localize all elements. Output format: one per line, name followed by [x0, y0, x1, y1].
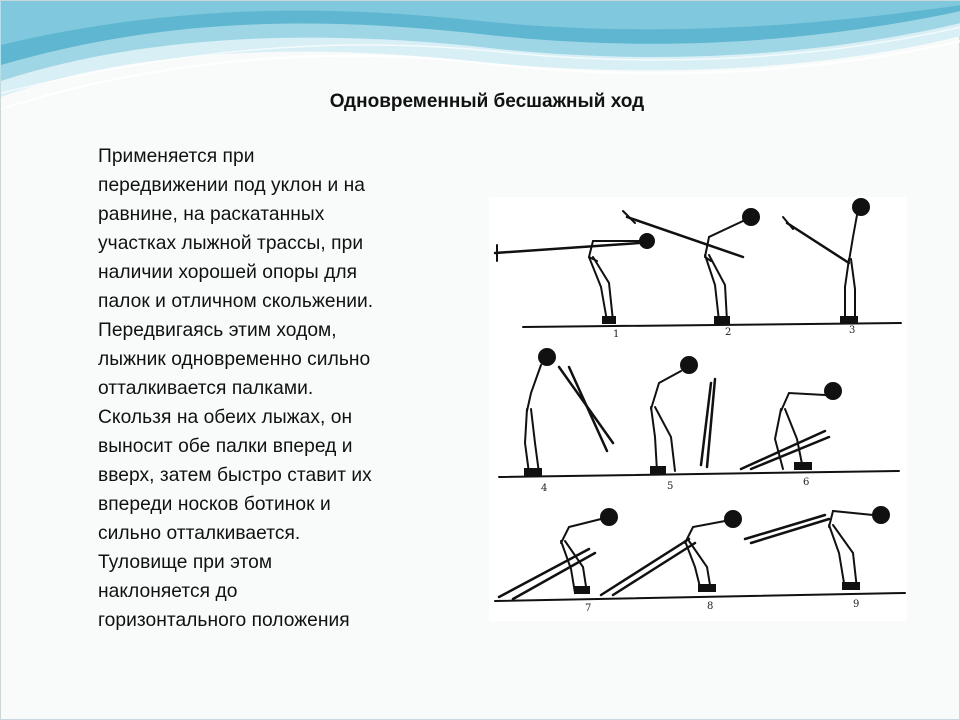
- frame-number-3: 3: [849, 325, 856, 336]
- frame-number-1: 1: [613, 329, 620, 340]
- frame-number-6: 6: [803, 477, 810, 488]
- frame-number-7: 7: [585, 603, 592, 614]
- frame-number-5: 5: [667, 481, 674, 492]
- frame-number-8: 8: [707, 601, 714, 612]
- slide-title: Одновременный бесшажный ход: [329, 91, 645, 112]
- frame-number-2: 2: [725, 327, 732, 338]
- frame-number-4: 4: [541, 483, 548, 494]
- frame-number-9: 9: [853, 599, 860, 610]
- skier-sequence-illustration: [489, 197, 907, 621]
- slide-body-text: Применяется при передвижении под уклон и на равнине, на раскатанных участках лыжной трассы, при наличии хорошей опоры для палок и отличном скольжении. Передвигаясь этим ходом, лыжник одновременно сильно отталкивается палками. Скользя на обеих лыжах, он выносит обе палки вперед и вверх, затем быстро ставит их впереди носков ботинок и сильно отталкивается. Туловище при этом наклоняется до горизонтального положения: [98, 146, 374, 631]
